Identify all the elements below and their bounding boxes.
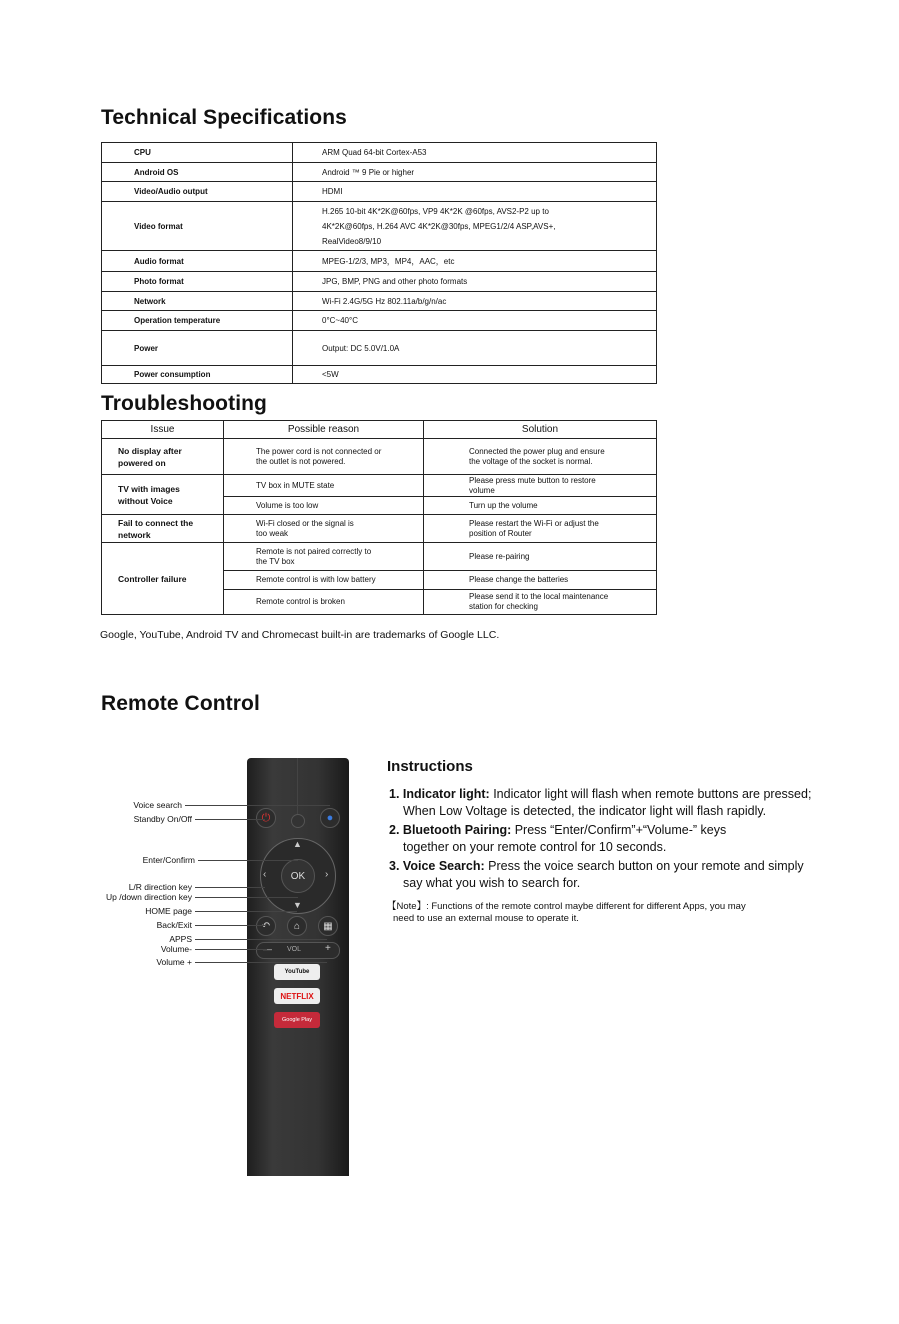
label-standby: Standby On/Off	[133, 814, 192, 824]
reason-cell: Remote control is broken	[224, 590, 424, 615]
leader-line	[195, 949, 267, 950]
spec-row	[102, 366, 657, 384]
trademark-note: Google, YouTube, Android TV and Chromecast built-in are trademarks of Google LLC.	[100, 629, 500, 641]
spec-key: Power consumption	[102, 366, 293, 384]
spec-row	[102, 251, 657, 272]
spec-value-line: <5W	[322, 370, 339, 379]
table-row	[102, 475, 657, 497]
indicator-light-icon	[291, 814, 305, 828]
back-icon: ↶	[256, 916, 276, 936]
note-line-2: need to use an external mouse to operate it.	[393, 913, 579, 924]
label-volume-minus: Volume-	[160, 944, 192, 954]
label-enter: Enter/Confirm	[142, 855, 195, 865]
item-heading: Indicator light:	[402, 787, 490, 801]
leader-line	[198, 860, 298, 861]
reason-cell: Remote is not paired correctly to the TV box	[224, 543, 424, 571]
solution-cell: Please press mute button to restore volume	[424, 475, 657, 497]
spec-value-line: 0°C~40°C	[322, 316, 358, 325]
label-volume-plus: Volume +	[156, 957, 192, 967]
spec-value-line: Wi-Fi 2.4G/5G Hz 802.11a/b/g/n/ac	[322, 296, 447, 306]
item-text: Press “Enter/Confirm”+“Volume-” keys	[511, 823, 727, 837]
spec-value-line: HDMI	[322, 187, 343, 196]
trouble-header-row	[102, 421, 657, 439]
vol-label: VOL	[287, 946, 302, 953]
reason-cell: Volume is too low	[224, 497, 424, 515]
home-icon: ⌂	[287, 916, 307, 936]
instruction-item	[389, 786, 859, 820]
spec-key: Video/Audio output	[102, 182, 293, 202]
volume-rocker	[256, 942, 340, 959]
item-text: Press the voice search button on your remote and simply	[484, 859, 804, 873]
spec-value	[293, 143, 657, 163]
leader-line	[195, 887, 265, 888]
item-heading: Bluetooth Pairing:	[402, 823, 512, 837]
volume-plus-icon: +	[325, 943, 331, 954]
spec-value	[293, 251, 657, 272]
spec-key: Photo format	[102, 272, 293, 292]
label-apps: APPS	[169, 934, 192, 944]
table-row	[102, 543, 657, 571]
header-solution: Solution	[424, 421, 657, 439]
spec-row	[102, 182, 657, 202]
instruction-item	[389, 858, 859, 892]
ok-button: OK	[281, 859, 315, 893]
spec-key: Network	[102, 292, 293, 311]
left-arrow-icon: ‹	[263, 869, 267, 880]
solution-cell: Connected the power plug and ensure the voltage of the socket is normal.	[424, 439, 657, 475]
spec-row	[102, 331, 657, 366]
issue-cell: No display after powered on	[102, 439, 224, 475]
table-row	[102, 515, 657, 543]
down-arrow-icon: ▼	[293, 900, 302, 910]
reason-cell: The power cord is not connected or the outlet is not powered.	[224, 439, 424, 475]
issue-cell: Fail to connect the network	[102, 515, 224, 543]
label-home: HOME page	[145, 906, 192, 916]
spec-row	[102, 202, 657, 251]
item-heading: Voice Search:	[402, 859, 485, 873]
spec-value	[293, 182, 657, 202]
trouble-title: Troubleshooting	[101, 392, 267, 415]
issue-cell: TV with images without Voice	[102, 475, 224, 515]
spec-value	[293, 331, 657, 366]
specs-title: Technical Specifications	[101, 106, 347, 129]
spec-row	[102, 143, 657, 163]
leader-line	[195, 925, 266, 926]
spec-value	[293, 311, 657, 331]
spec-key: Android OS	[102, 163, 293, 182]
label-back: Back/Exit	[156, 920, 192, 930]
solution-cell: Please send it to the local maintenance station for checking	[424, 590, 657, 615]
header-reason: Possible reason	[224, 421, 424, 439]
spec-value-line: 4K*2K@60fps, H.264 AVC 4K*2K@30fps, MPEG1/2/4 ASP,AVS+,	[322, 221, 556, 231]
header-issue: Issue	[102, 421, 224, 439]
label-lr-direction: L/R direction key	[128, 882, 192, 892]
voice-search-icon: ●	[320, 808, 340, 828]
spec-value	[293, 272, 657, 292]
spec-key: Audio format	[102, 251, 293, 272]
item-number: 2.	[389, 823, 400, 837]
volume-minus-icon: —	[263, 944, 272, 954]
youtube-button: YouTube	[274, 964, 320, 980]
reason-cell: Remote control is with low battery	[224, 571, 424, 590]
leader-line	[195, 939, 327, 940]
reason-cell: Wi-Fi closed or the signal is too weak	[224, 515, 424, 543]
issue-cell: Controller failure	[102, 543, 224, 615]
label-voice-search: Voice search	[133, 800, 182, 810]
spec-table	[101, 142, 657, 384]
item-text-cont: When Low Voltage is detected, the indicator light will flash rapidly.	[403, 804, 767, 818]
trouble-table	[101, 420, 657, 615]
solution-cell: Please re-pairing	[424, 543, 657, 571]
spec-row	[102, 272, 657, 292]
leader-line	[195, 897, 298, 898]
item-text-cont: say what you wish to search for.	[403, 876, 581, 890]
item-text: Indicator light will flash when remote buttons are pressed;	[489, 787, 812, 801]
spec-key: Video format	[102, 202, 293, 251]
spec-value-line: MPEG-1/2/3, MP3，MP4，AAC，etc	[322, 256, 455, 266]
note-line-1: 【Note】: Functions of the remote control maybe different for different Apps, you may	[387, 901, 746, 912]
spec-value	[293, 366, 657, 384]
spec-key: Power	[102, 331, 293, 366]
spec-value-line: ARM Quad 64-bit Cortex-A53	[322, 148, 427, 157]
item-number: 1.	[389, 787, 400, 801]
instruction-item	[389, 822, 859, 856]
item-text-cont: together on your remote control for 10 seconds.	[403, 840, 667, 854]
power-icon: ⏻	[256, 808, 276, 828]
solution-cell: Turn up the volume	[424, 497, 657, 515]
spec-value-line: JPG, BMP, PNG and other photo formats	[322, 277, 468, 286]
up-arrow-icon: ▲	[293, 839, 302, 849]
leader-line	[185, 805, 330, 806]
spec-value	[293, 202, 657, 251]
solution-cell: Please restart the Wi-Fi or adjust the position of Router	[424, 515, 657, 543]
table-row	[102, 439, 657, 475]
spec-value	[293, 292, 657, 311]
remote-illustration	[247, 758, 349, 1176]
instructions-title: Instructions	[387, 758, 473, 775]
label-ud-direction: Up /down direction key	[106, 892, 192, 902]
remote-title: Remote Control	[101, 692, 260, 715]
solution-cell: Please change the batteries	[424, 571, 657, 590]
google-play-button: Google Play	[274, 1012, 320, 1028]
right-arrow-icon: ›	[325, 869, 329, 880]
spec-value-line: RealVideo8/9/10	[322, 236, 382, 246]
spec-value	[293, 163, 657, 182]
spec-value-line: Output: DC 5.0V/1.0A	[322, 343, 400, 353]
spec-key: CPU	[102, 143, 293, 163]
spec-row	[102, 292, 657, 311]
leader-line	[195, 911, 297, 912]
leader-line	[195, 962, 327, 963]
leader-line	[195, 819, 265, 820]
item-number: 3.	[389, 859, 400, 873]
reason-cell: TV box in MUTE state	[224, 475, 424, 497]
spec-value-line: Android ™ 9 Pie or higher	[322, 167, 415, 177]
apps-icon: ▦	[318, 916, 338, 936]
spec-key: Operation temperature	[102, 311, 293, 331]
spec-row	[102, 311, 657, 331]
netflix-button: NETFLIX	[274, 988, 320, 1004]
spec-row	[102, 163, 657, 182]
spec-value-line: H.265 10-bit 4K*2K@60fps, VP9 4K*2K @60fps, AVS2-P2 up to	[322, 206, 549, 216]
